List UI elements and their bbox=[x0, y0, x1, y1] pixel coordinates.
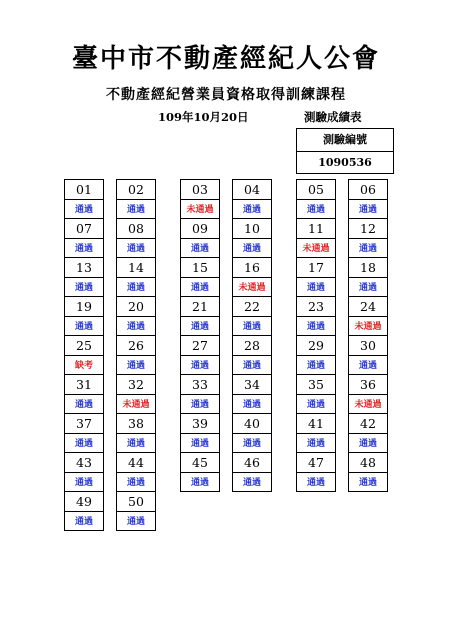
student-number: 44 bbox=[117, 453, 155, 473]
student-number: 21 bbox=[181, 297, 219, 317]
score-cell bbox=[348, 296, 388, 336]
result-status: 通過 bbox=[190, 361, 209, 371]
result-status: 通過 bbox=[126, 244, 145, 254]
score-cell bbox=[296, 218, 336, 258]
score-cell bbox=[348, 452, 388, 492]
result-status: 缺考 bbox=[74, 361, 93, 371]
result-status: 通過 bbox=[190, 244, 209, 254]
result-status: 通過 bbox=[74, 283, 93, 293]
exam-id-value: 1090536 bbox=[318, 156, 372, 169]
score-cell bbox=[116, 413, 156, 453]
result-status: 通過 bbox=[358, 244, 377, 254]
result-status: 通過 bbox=[306, 283, 325, 293]
score-cell bbox=[232, 413, 272, 453]
student-number: 43 bbox=[65, 453, 103, 473]
student-number: 06 bbox=[349, 180, 387, 200]
score-cell bbox=[296, 335, 336, 375]
student-number: 08 bbox=[117, 219, 155, 239]
score-cell bbox=[180, 452, 220, 492]
student-number: 02 bbox=[117, 180, 155, 200]
result-status: 通過 bbox=[126, 361, 145, 371]
score-column bbox=[116, 179, 156, 531]
score-cell bbox=[232, 257, 272, 297]
result-status: 通過 bbox=[190, 439, 209, 449]
score-cell bbox=[180, 413, 220, 453]
student-number: 28 bbox=[233, 336, 271, 356]
score-cell bbox=[64, 491, 104, 531]
report-title: 測驗成績表 bbox=[304, 110, 362, 124]
result-status: 通過 bbox=[242, 322, 261, 332]
score-cell bbox=[64, 257, 104, 297]
student-number: 05 bbox=[297, 180, 335, 200]
result-status: 未通過 bbox=[186, 205, 214, 215]
result-status: 通過 bbox=[74, 322, 93, 332]
result-status: 通過 bbox=[126, 478, 145, 488]
score-cell bbox=[116, 452, 156, 492]
score-cell bbox=[180, 218, 220, 258]
student-number: 35 bbox=[297, 375, 335, 395]
score-column bbox=[348, 179, 388, 492]
score-cell bbox=[180, 374, 220, 414]
result-status: 通過 bbox=[306, 478, 325, 488]
score-cell bbox=[348, 218, 388, 258]
score-cell bbox=[348, 179, 388, 219]
student-number: 03 bbox=[181, 180, 219, 200]
result-status: 通過 bbox=[190, 478, 209, 488]
student-number: 24 bbox=[349, 297, 387, 317]
student-number: 19 bbox=[65, 297, 103, 317]
student-number: 40 bbox=[233, 414, 271, 434]
exam-id-label: 測驗編號 bbox=[297, 129, 393, 152]
student-number: 14 bbox=[117, 258, 155, 278]
student-number: 37 bbox=[65, 414, 103, 434]
score-cell bbox=[64, 335, 104, 375]
student-number: 12 bbox=[349, 219, 387, 239]
course-subtitle: 不動產經紀營業員資格取得訓練課程 bbox=[106, 87, 346, 103]
score-cell bbox=[348, 257, 388, 297]
score-cell bbox=[296, 296, 336, 336]
student-number: 30 bbox=[349, 336, 387, 356]
score-cell bbox=[296, 413, 336, 453]
score-cell bbox=[116, 218, 156, 258]
score-cell bbox=[116, 296, 156, 336]
student-number: 09 bbox=[181, 219, 219, 239]
score-cell bbox=[64, 179, 104, 219]
result-status: 通過 bbox=[126, 322, 145, 332]
result-status: 通過 bbox=[126, 517, 145, 527]
student-number: 04 bbox=[233, 180, 271, 200]
score-cell bbox=[116, 179, 156, 219]
score-column bbox=[232, 179, 272, 492]
result-status: 未通過 bbox=[302, 244, 330, 254]
result-status: 未通過 bbox=[354, 400, 382, 410]
student-number: 13 bbox=[65, 258, 103, 278]
result-status: 通過 bbox=[242, 244, 261, 254]
student-number: 48 bbox=[349, 453, 387, 473]
result-status: 通過 bbox=[358, 478, 377, 488]
student-number: 25 bbox=[65, 336, 103, 356]
student-number: 34 bbox=[233, 375, 271, 395]
score-cell bbox=[348, 413, 388, 453]
result-status: 通過 bbox=[242, 205, 261, 215]
result-status: 通過 bbox=[242, 478, 261, 488]
student-number: 38 bbox=[117, 414, 155, 434]
student-number: 42 bbox=[349, 414, 387, 434]
score-cell bbox=[232, 374, 272, 414]
student-number: 16 bbox=[233, 258, 271, 278]
score-cell bbox=[64, 374, 104, 414]
score-cell bbox=[116, 374, 156, 414]
student-number: 39 bbox=[181, 414, 219, 434]
result-status: 通過 bbox=[74, 205, 93, 215]
result-status: 通過 bbox=[306, 322, 325, 332]
score-cell bbox=[180, 179, 220, 219]
score-cell bbox=[64, 218, 104, 258]
score-cell bbox=[348, 335, 388, 375]
score-cell bbox=[348, 374, 388, 414]
result-status: 通過 bbox=[74, 478, 93, 488]
score-cell bbox=[64, 413, 104, 453]
score-cell bbox=[116, 491, 156, 531]
score-cell bbox=[180, 335, 220, 375]
result-status: 通過 bbox=[190, 322, 209, 332]
result-status: 未通過 bbox=[238, 283, 266, 293]
score-cell bbox=[232, 179, 272, 219]
student-number: 17 bbox=[297, 258, 335, 278]
student-number: 29 bbox=[297, 336, 335, 356]
student-number: 32 bbox=[117, 375, 155, 395]
result-status: 通過 bbox=[306, 205, 325, 215]
student-number: 23 bbox=[297, 297, 335, 317]
score-cell bbox=[180, 296, 220, 336]
exam-id-box bbox=[296, 128, 394, 174]
result-status: 通過 bbox=[358, 283, 377, 293]
result-status: 通過 bbox=[190, 283, 209, 293]
score-cell bbox=[232, 452, 272, 492]
result-status: 通過 bbox=[190, 400, 209, 410]
score-column bbox=[180, 179, 220, 492]
result-status: 通過 bbox=[126, 439, 145, 449]
student-number: 15 bbox=[181, 258, 219, 278]
score-cell bbox=[64, 452, 104, 492]
student-number: 46 bbox=[233, 453, 271, 473]
result-status: 通過 bbox=[306, 400, 325, 410]
score-cell bbox=[296, 452, 336, 492]
result-status: 通過 bbox=[358, 439, 377, 449]
result-status: 通過 bbox=[74, 517, 93, 527]
score-cell bbox=[296, 179, 336, 219]
student-number: 31 bbox=[65, 375, 103, 395]
score-column bbox=[296, 179, 336, 492]
result-status: 通過 bbox=[74, 400, 93, 410]
result-status: 通過 bbox=[74, 439, 93, 449]
score-cell bbox=[180, 257, 220, 297]
student-number: 20 bbox=[117, 297, 155, 317]
student-number: 10 bbox=[233, 219, 271, 239]
student-number: 01 bbox=[65, 180, 103, 200]
score-cell bbox=[116, 257, 156, 297]
score-cell bbox=[64, 296, 104, 336]
result-status: 通過 bbox=[358, 361, 377, 371]
score-cell bbox=[232, 296, 272, 336]
student-number: 45 bbox=[181, 453, 219, 473]
score-cell bbox=[232, 218, 272, 258]
association-title: 臺中市不動產經紀人公會 bbox=[71, 44, 380, 74]
result-status: 通過 bbox=[242, 361, 261, 371]
score-cell bbox=[296, 257, 336, 297]
result-status: 通過 bbox=[358, 205, 377, 215]
student-number: 33 bbox=[181, 375, 219, 395]
result-status: 通過 bbox=[74, 244, 93, 254]
student-number: 41 bbox=[297, 414, 335, 434]
result-status: 通過 bbox=[126, 283, 145, 293]
student-number: 50 bbox=[117, 492, 155, 512]
result-status: 未通過 bbox=[122, 400, 150, 410]
result-status: 通過 bbox=[242, 439, 261, 449]
student-number: 11 bbox=[297, 219, 335, 239]
result-status: 通過 bbox=[126, 205, 145, 215]
score-cell bbox=[116, 335, 156, 375]
student-number: 36 bbox=[349, 375, 387, 395]
student-number: 07 bbox=[65, 219, 103, 239]
score-cell bbox=[296, 374, 336, 414]
student-number: 18 bbox=[349, 258, 387, 278]
student-number: 26 bbox=[117, 336, 155, 356]
student-number: 49 bbox=[65, 492, 103, 512]
result-status: 通過 bbox=[242, 400, 261, 410]
student-number: 27 bbox=[181, 336, 219, 356]
score-cell bbox=[232, 335, 272, 375]
result-status: 通過 bbox=[306, 361, 325, 371]
score-column bbox=[64, 179, 104, 531]
student-number: 22 bbox=[233, 297, 271, 317]
result-status: 通過 bbox=[306, 439, 325, 449]
exam-date: 109年10月20日 bbox=[158, 110, 249, 124]
student-number: 47 bbox=[297, 453, 335, 473]
result-status: 未通過 bbox=[354, 322, 382, 332]
